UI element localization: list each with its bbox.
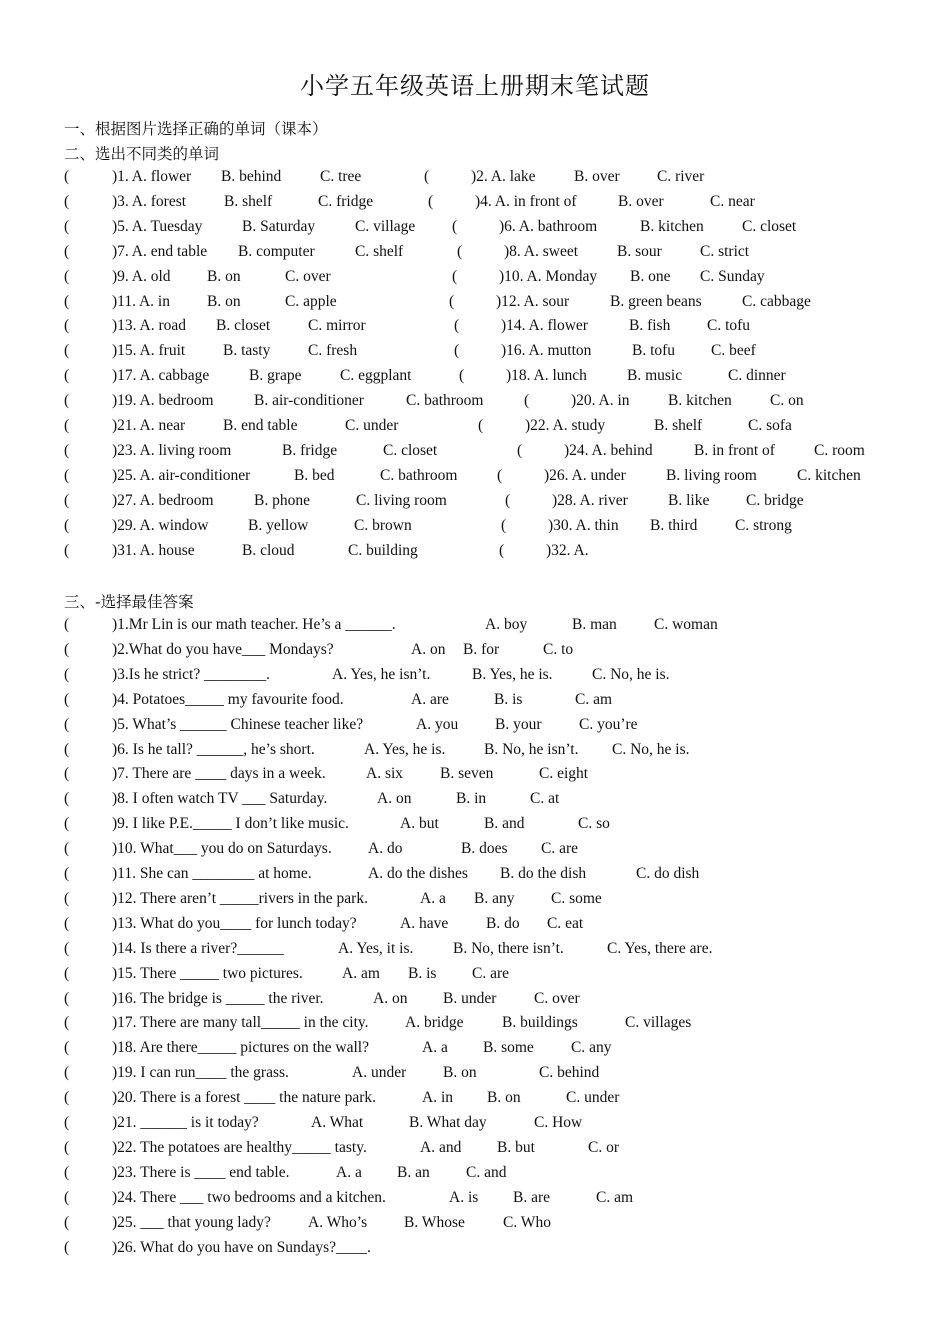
option-a: A. on	[377, 790, 412, 808]
option-c: C. fresh	[308, 342, 358, 360]
question-number: )14. A. flower	[501, 317, 588, 335]
option-a: A. What	[311, 1114, 364, 1131]
option-c: C. shelf	[355, 242, 404, 260]
option-c: C. strong	[735, 516, 792, 534]
option-b: B. grape	[249, 367, 302, 385]
option-c: C. room	[814, 441, 865, 459]
option-c: C. How	[534, 1114, 583, 1131]
question-number: )25. A. air-conditioner	[112, 466, 251, 484]
page-title: 小学五年级英语上册期末笔试题	[300, 72, 650, 100]
multiple-choice-row	[0, 940, 950, 964]
multiple-choice-row	[0, 666, 950, 690]
multiple-choice-row	[0, 890, 950, 914]
question-number: )12. A. sour	[496, 292, 570, 310]
question-number: )28. A. river	[552, 491, 628, 509]
question-number: )1. A. flower	[112, 168, 192, 185]
multiple-choice-row	[0, 790, 950, 814]
odd-one-out-row	[0, 467, 950, 491]
option-a: A. Yes, he is.	[364, 740, 446, 758]
question-text: )14. Is there a river?______	[112, 939, 284, 957]
option-a: A. am	[342, 964, 380, 982]
answer-paren: (	[64, 815, 70, 833]
option-c: C. on	[770, 392, 804, 410]
answer-paren: (	[64, 441, 70, 459]
option-a: A. but	[400, 815, 439, 833]
option-a: A. do	[368, 840, 403, 858]
option-a: A. six	[366, 765, 404, 783]
option-c: C. you’re	[579, 715, 638, 733]
question-number: )10. A. Monday	[499, 267, 598, 285]
question-text: )19. I can run____ the grass.	[112, 1064, 289, 1082]
question-number: )9. A. old	[112, 267, 171, 285]
option-b: B. green beans	[610, 292, 702, 310]
option-b: B. on	[207, 292, 241, 310]
answer-paren: (	[64, 765, 70, 783]
option-b: B. No, there isn’t.	[453, 939, 564, 957]
option-a: A. Who’s	[308, 1213, 368, 1231]
answer-paren: (	[64, 665, 70, 683]
odd-one-out-row	[0, 442, 950, 466]
question-number: )16. A. mutton	[501, 342, 592, 360]
multiple-choice-row	[0, 1239, 950, 1263]
multiple-choice-row	[0, 1214, 950, 1238]
multiple-choice-row	[0, 1064, 950, 1088]
multiple-choice-row	[0, 1189, 950, 1213]
option-a: A. and	[420, 1138, 462, 1156]
question-text: )16. The bridge is _____ the river.	[112, 989, 324, 1007]
answer-paren: (	[64, 889, 70, 907]
answer-paren: (	[64, 317, 70, 335]
option-b: B. Whose	[404, 1213, 465, 1231]
option-c: C. or	[588, 1138, 619, 1156]
question-number: )21. A. near	[112, 417, 186, 434]
answer-paren: (	[505, 491, 511, 509]
option-c: C. Sunday	[700, 267, 765, 285]
answer-paren: (	[452, 217, 458, 235]
answer-paren: (	[64, 1188, 70, 1206]
option-c: C. strict	[700, 242, 750, 260]
option-c: C. closet	[742, 217, 797, 235]
multiple-choice-row	[0, 765, 950, 789]
option-c: C. behind	[539, 1064, 600, 1082]
option-b: B. shelf	[654, 417, 703, 434]
question-text: )9. I like P.E._____ I don’t like music.	[112, 815, 349, 833]
answer-paren: (	[501, 516, 507, 534]
question-text: )23. There is ____ end table.	[112, 1163, 290, 1181]
question-text: )15. There _____ two pictures.	[112, 964, 303, 982]
odd-one-out-row	[0, 392, 950, 416]
multiple-choice-row	[0, 1014, 950, 1038]
multiple-choice-row	[0, 990, 950, 1014]
answer-paren: (	[64, 840, 70, 858]
option-c: C. brown	[354, 516, 412, 534]
answer-paren: (	[64, 1213, 70, 1231]
odd-one-out-row	[0, 193, 950, 217]
question-text: )3.Is he strict? ________.	[112, 665, 270, 683]
answer-paren: (	[517, 441, 523, 459]
answer-paren: (	[64, 242, 70, 260]
answer-paren: (	[64, 616, 70, 633]
option-a: A. you	[416, 715, 459, 733]
option-c: C. dinner	[728, 367, 786, 385]
question-number: )30. A. thin	[548, 516, 619, 534]
option-b: B. Yes, he is.	[472, 665, 553, 683]
option-b: B. your	[495, 715, 542, 733]
question-text: )20. There is a forest ____ the nature park.	[112, 1089, 376, 1107]
option-b: B. some	[483, 1039, 534, 1057]
question-number: )5. A. Tuesday	[112, 217, 203, 235]
option-b: B. does	[461, 840, 508, 858]
answer-paren: (	[64, 1064, 70, 1082]
multiple-choice-row	[0, 915, 950, 939]
option-a: A. a	[336, 1163, 362, 1181]
answer-paren: (	[64, 865, 70, 882]
option-a: A. on	[411, 640, 446, 658]
answer-paren: (	[64, 1238, 70, 1256]
option-b: B. end table	[223, 417, 298, 434]
option-b: B. are	[513, 1188, 551, 1206]
answer-paren: (	[454, 342, 460, 360]
option-c: C. eight	[539, 765, 589, 783]
option-c: C. mirror	[308, 317, 366, 335]
option-c: C. so	[578, 815, 610, 833]
odd-one-out-row	[0, 168, 950, 192]
option-c: C. village	[355, 217, 416, 235]
option-c: C. living room	[356, 491, 447, 509]
option-b: B. man	[572, 616, 617, 633]
answer-paren: (	[64, 989, 70, 1007]
option-b: B. on	[443, 1064, 477, 1082]
option-b: B. No, he isn’t.	[484, 740, 579, 758]
option-c: C. Who	[503, 1213, 551, 1231]
option-b: B. What day	[409, 1114, 487, 1131]
question-text: )17. There are many tall_____ in the city.	[112, 1014, 369, 1032]
option-b: B. over	[618, 192, 664, 210]
question-number: )17. A. cabbage	[112, 367, 210, 385]
question-number: )18. A. lunch	[506, 367, 587, 385]
question-text: )6. Is he tall? ______, he’s short.	[112, 740, 315, 758]
option-c: C. tree	[320, 168, 362, 185]
question-text: )26. What do you have on Sundays?____.	[112, 1238, 371, 1256]
option-c: C. cabbage	[742, 292, 811, 310]
answer-paren: (	[64, 192, 70, 210]
option-b: B. under	[443, 989, 497, 1007]
multiple-choice-row	[0, 741, 950, 765]
multiple-choice-row	[0, 1114, 950, 1138]
answer-paren: (	[64, 1014, 70, 1032]
question-text: )25. ___ that young lady?	[112, 1213, 271, 1231]
option-a: A. on	[373, 989, 408, 1007]
option-c: C. eggplant	[340, 367, 412, 385]
option-a: A. are	[411, 690, 449, 708]
option-c: C. tofu	[707, 317, 751, 335]
question-text: )24. There ___ two bedrooms and a kitchen.	[112, 1188, 386, 1206]
odd-one-out-row	[0, 492, 950, 516]
answer-paren: (	[459, 367, 465, 385]
question-number: )2. A. lake	[471, 168, 536, 185]
question-text: )8. I often watch TV ___ Saturday.	[112, 790, 328, 808]
option-c: C. river	[657, 168, 705, 185]
odd-one-out-row	[0, 218, 950, 242]
odd-one-out-row	[0, 517, 950, 541]
answer-paren: (	[64, 516, 70, 534]
option-b: B. shelf	[224, 192, 273, 210]
option-b: B. for	[463, 640, 500, 658]
answer-paren: (	[64, 168, 70, 185]
odd-one-out-row	[0, 542, 950, 566]
question-number: )3. A. forest	[112, 192, 187, 210]
multiple-choice-row	[0, 865, 950, 889]
multiple-choice-row	[0, 1164, 950, 1188]
option-b: B. closet	[216, 317, 271, 335]
answer-paren: (	[454, 317, 460, 335]
answer-paren: (	[64, 640, 70, 658]
question-number: )11. A. in	[112, 292, 170, 310]
option-b: B. on	[207, 267, 241, 285]
option-b: B. air-conditioner	[254, 392, 364, 410]
answer-paren: (	[428, 192, 434, 210]
multiple-choice-row	[0, 840, 950, 864]
answer-paren: (	[64, 491, 70, 509]
option-c: C. some	[551, 889, 602, 907]
question-number: )22. A. study	[525, 417, 606, 434]
answer-paren: (	[64, 939, 70, 957]
answer-paren: (	[64, 1138, 70, 1156]
section-1-heading: 一、根据图片选择正确的单词（课本）	[64, 120, 328, 138]
option-a: A. a	[422, 1039, 448, 1057]
option-b: B. an	[397, 1163, 430, 1181]
multiple-choice-row	[0, 1089, 950, 1113]
multiple-choice-row	[0, 1039, 950, 1063]
option-a: A. Yes, he isn’t.	[332, 665, 431, 683]
option-c: C. No, he is.	[592, 665, 670, 683]
option-c: C. under	[566, 1089, 620, 1107]
option-c: C. apple	[285, 292, 337, 310]
option-a: A. boy	[485, 616, 528, 633]
option-a: A. bridge	[405, 1014, 464, 1032]
option-b: B. but	[497, 1138, 535, 1156]
answer-paren: (	[64, 367, 70, 385]
option-b: B. is	[408, 964, 437, 982]
option-c: C. closet	[383, 441, 438, 459]
answer-paren: (	[64, 914, 70, 932]
multiple-choice-row	[0, 616, 950, 640]
answer-paren: (	[64, 417, 70, 434]
option-b: B. yellow	[248, 516, 309, 534]
answer-paren: (	[64, 342, 70, 360]
option-b: B. tasty	[223, 342, 271, 360]
answer-paren: (	[449, 292, 455, 310]
option-b: B. seven	[440, 765, 494, 783]
option-b: B. bed	[294, 466, 335, 484]
question-number: )26. A. under	[544, 466, 626, 484]
question-number: )8. A. sweet	[504, 242, 579, 260]
option-b: B. Saturday	[242, 217, 316, 235]
question-text: )11. She can ________ at home.	[112, 865, 312, 882]
odd-one-out-row	[0, 268, 950, 292]
odd-one-out-row	[0, 417, 950, 441]
option-b: B. one	[630, 267, 671, 285]
answer-paren: (	[64, 217, 70, 235]
option-a: A. Yes, it is.	[338, 939, 414, 957]
section-2-heading: 二、选出不同类的单词	[64, 145, 220, 163]
odd-one-out-row	[0, 243, 950, 267]
option-c: C. beef	[711, 342, 756, 360]
option-b: B. do	[486, 914, 520, 932]
option-a: A. is	[449, 1188, 479, 1206]
answer-paren: (	[64, 1039, 70, 1057]
option-b: B. fridge	[282, 441, 338, 459]
option-c: C. over	[285, 267, 331, 285]
option-c: C. kitchen	[797, 466, 861, 484]
question-number: )15. A. fruit	[112, 342, 186, 360]
question-text: )13. What do you____ for lunch today?	[112, 914, 357, 932]
option-c: C. do dish	[636, 865, 700, 882]
option-b: B. and	[484, 815, 525, 833]
option-b: B. in front of	[694, 441, 775, 459]
multiple-choice-row	[0, 1139, 950, 1163]
option-c: C. building	[348, 541, 418, 559]
answer-paren: (	[64, 964, 70, 982]
question-number: )27. A. bedroom	[112, 491, 214, 509]
option-a: A. under	[352, 1064, 407, 1082]
option-c: C. to	[543, 640, 574, 658]
option-c: C. No, he is.	[612, 740, 690, 758]
option-b: B. tofu	[632, 342, 676, 360]
option-a: A. in	[422, 1089, 453, 1107]
option-b: B. behind	[221, 168, 282, 185]
option-b: B. computer	[238, 242, 315, 260]
option-b: B. buildings	[502, 1014, 578, 1032]
odd-one-out-row	[0, 293, 950, 317]
odd-one-out-row	[0, 342, 950, 366]
question-text: )21. ______ is it today?	[112, 1114, 259, 1131]
multiple-choice-row	[0, 691, 950, 715]
multiple-choice-row	[0, 716, 950, 740]
option-c: C. bathroom	[380, 466, 458, 484]
option-c: C. near	[710, 192, 755, 210]
option-c: C. woman	[654, 616, 718, 633]
option-b: B. kitchen	[668, 392, 732, 410]
section-3-heading: 三、-选择最佳答案	[64, 593, 194, 611]
question-text: )22. The potatoes are healthy_____ tasty.	[112, 1138, 367, 1156]
option-b: B. third	[650, 516, 698, 534]
question-number: )4. A. in front of	[475, 192, 577, 210]
question-number: )6. A. bathroom	[499, 217, 598, 235]
multiple-choice-row	[0, 965, 950, 989]
question-number: )23. A. living room	[112, 441, 232, 459]
option-b: B. is	[494, 690, 523, 708]
odd-one-out-row	[0, 317, 950, 341]
answer-paren: (	[64, 690, 70, 708]
option-c: C. at	[530, 790, 560, 808]
answer-paren: (	[64, 1114, 70, 1131]
option-c: C. any	[571, 1039, 612, 1057]
answer-paren: (	[452, 267, 458, 285]
option-a: A. do the dishes	[368, 865, 468, 882]
option-c: C. sofa	[748, 417, 792, 434]
multiple-choice-row	[0, 641, 950, 665]
option-b: B. do the dish	[500, 865, 587, 882]
question-text: )5. What’s ______ Chinese teacher like?	[112, 715, 364, 733]
question-number: )7. A. end table	[112, 242, 208, 260]
answer-paren: (	[457, 242, 463, 260]
option-b: B. kitchen	[640, 217, 704, 235]
option-b: B. living room	[666, 466, 757, 484]
question-number: )19. A. bedroom	[112, 392, 214, 410]
question-text: )4. Potatoes_____ my favourite food.	[112, 690, 344, 708]
option-c: C. eat	[547, 914, 584, 932]
question-text: )18. Are there_____ pictures on the wall?	[112, 1039, 369, 1057]
option-b: B. over	[574, 168, 620, 185]
option-b: B. phone	[254, 491, 310, 509]
answer-paren: (	[424, 168, 430, 185]
option-b: B. sour	[617, 242, 662, 260]
answer-paren: (	[478, 417, 484, 434]
answer-paren: (	[524, 392, 530, 410]
answer-paren: (	[64, 715, 70, 733]
answer-paren: (	[64, 1089, 70, 1107]
question-text: )12. There aren’t _____rivers in the park.	[112, 889, 368, 907]
answer-paren: (	[497, 466, 503, 484]
answer-paren: (	[64, 392, 70, 410]
question-number: )20. A. in	[571, 392, 630, 410]
option-c: C. are	[541, 840, 579, 858]
option-c: C. under	[345, 417, 399, 434]
question-number: )13. A. road	[112, 317, 187, 335]
option-b: B. in	[456, 790, 487, 808]
question-number: )29. A. window	[112, 516, 209, 534]
question-text: )7. There are ____ days in a week.	[112, 765, 326, 783]
option-c: C. am	[575, 690, 613, 708]
answer-paren: (	[64, 541, 70, 559]
question-number: )24. A. behind	[564, 441, 653, 459]
option-c: C. villages	[625, 1014, 692, 1032]
option-c: C. and	[466, 1163, 507, 1181]
option-a: A. a	[420, 889, 446, 907]
option-c: C. bridge	[746, 491, 804, 509]
answer-paren: (	[64, 267, 70, 285]
question-text: )2.What do you have___ Mondays?	[112, 640, 334, 658]
multiple-choice-row	[0, 815, 950, 839]
answer-paren: (	[64, 292, 70, 310]
option-b: B. fish	[629, 317, 671, 335]
option-c: C. am	[596, 1188, 634, 1206]
answer-paren: (	[499, 541, 505, 559]
option-c: C. are	[472, 964, 510, 982]
answer-paren: (	[64, 790, 70, 808]
option-c: C. Yes, there are.	[607, 939, 713, 957]
question-number: )31. A. house	[112, 541, 195, 559]
option-c: C. bathroom	[406, 392, 484, 410]
answer-paren: (	[64, 1163, 70, 1181]
question-text: )1.Mr Lin is our math teacher. He’s a ______.	[112, 616, 396, 633]
option-a: A. have	[400, 914, 449, 932]
option-c: C. fridge	[318, 192, 374, 210]
option-b: B. music	[627, 367, 683, 385]
option-b: B. any	[474, 889, 515, 907]
option-b: B. cloud	[242, 541, 295, 559]
answer-paren: (	[64, 740, 70, 758]
option-b: B. on	[487, 1089, 521, 1107]
question-number: )32. A.	[546, 541, 589, 559]
option-c: C. over	[534, 989, 580, 1007]
question-text: )10. What___ you do on Saturdays.	[112, 840, 332, 858]
odd-one-out-row	[0, 367, 950, 391]
answer-paren: (	[64, 466, 70, 484]
option-b: B. like	[668, 491, 710, 509]
